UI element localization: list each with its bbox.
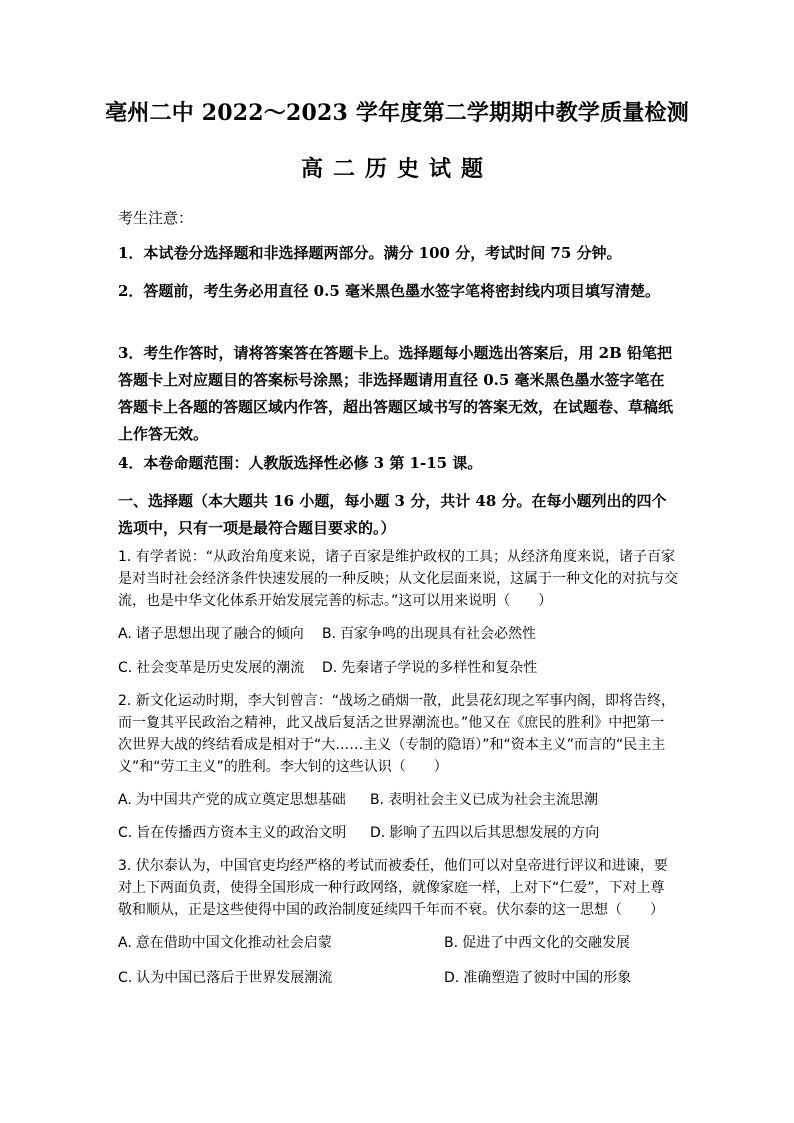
section-heading: 一、选择题（本大题共 16 小题，每小题 3 分，共计 48 分。在每小题列出的四个选项中，只有一项是最符合题目要求的。） [118, 492, 667, 537]
answer-option [118, 658, 304, 678]
option-text: 影响了五四以后其思想发展的方向 [389, 825, 600, 841]
option-text: 社会变革是历史发展的潮流 [136, 660, 305, 676]
option-text: 百家争鸣的出现具有社会必然性 [340, 626, 537, 642]
option-text: 表明社会主义已成为社会主流思潮 [388, 792, 599, 808]
answer-option [370, 823, 599, 843]
option-label: C. [118, 660, 133, 676]
option-text: 旨在传播西方资本主义的政治文明 [136, 825, 347, 841]
option-text: 诸子思想出现了融合的倾向 [135, 626, 304, 642]
option-label: B. [322, 626, 337, 642]
option-label: A. [118, 626, 132, 642]
option-label: A. [118, 792, 132, 808]
answer-option [118, 823, 346, 843]
answer-option [444, 968, 631, 988]
exam-title: 亳州二中 2022～2023 学年度第二学期期中教学质量检测 [105, 100, 689, 126]
answer-option [322, 658, 537, 678]
answer-option [370, 790, 598, 810]
answer-option [118, 968, 332, 988]
option-label: C. [118, 825, 133, 841]
option-label: D. [322, 660, 338, 676]
answer-option [118, 624, 304, 644]
answer-option [118, 790, 346, 810]
notice-item: 3．考生作答时，请将答案答在答题卡上。选择题每小题选出答案后，用 2B 铅笔把答题卡上对应题目的答案标号涂黑；非选择题请用直径 0.5 毫米黑色墨水签字笔在答题卡上各题的答题区域内作答，超出答题区域书写的答案无效，在试题卷、草稿纸上作答无效。 [118, 344, 674, 443]
option-text: 为中国共产党的成立奠定思想基础 [135, 792, 346, 808]
answer-option [444, 933, 630, 953]
exam-subtitle: 高二历史试题 [300, 156, 493, 182]
option-label: B. [444, 935, 459, 951]
answer-option [322, 624, 536, 644]
option-text: 先秦诸子学说的多样性和复杂性 [341, 660, 538, 676]
option-text: 意在借助中国文化推动社会启蒙 [135, 935, 332, 951]
option-text: 准确塑造了彼时中国的形象 [463, 970, 632, 986]
notice-heading: 考生注意： [118, 209, 194, 227]
answer-option [118, 933, 332, 953]
option-label: A. [118, 935, 132, 951]
option-label: D. [370, 825, 386, 841]
option-text: 认为中国已落后于世界发展潮流 [136, 970, 333, 986]
question-stem: 1. 有学者说：“从政治角度来说，诸子百家是维护政权的工具；从经济角度来说，诸子百家是对当时社会经济条件快速发展的一种反映；从文化层面来说，这属于一种文化的对抗与交流，也是中华文化体系开始发展完善的标志。”这可以用来说明（ ） [118, 549, 678, 609]
option-label: B. [370, 792, 385, 808]
option-label: C. [118, 970, 133, 986]
question-stem: 2. 新文化运动时期，李大钊曾言：“战场之硝烟一散，此昙花幻现之军事内阁，即将告终，而一夐其平民政治之精神，此又战后复活之世界潮流也。”他又在《庶民的胜利》中把第一次世界大战的终结看成是相对于“大……主义（专制的隐语）”和“资本主义”而言的“民主主义”和“劳工主义”的胜利。李大钊的这些认识（ ） [118, 693, 676, 775]
option-text: 促进了中西文化的交融发展 [462, 935, 631, 951]
notice-item: 1．本试卷分选择题和非选择题两部分。满分 100 分，考试时间 75 分钟。 [118, 244, 622, 262]
option-label: D. [444, 970, 460, 986]
notice-item: 4．本卷命题范围：人教版选择性必修 3 第 1-15 课。 [118, 454, 483, 472]
question-stem: 3. 伏尔泰认为，中国官吏均经严格的考试而被委任，他们可以对皇帝进行评议和进谏，要对上下两面负责，使得全国形成一种行政网络，就像家庭一样，上对下“仁爱”，下对上尊敬和顺从，正是这些使得中国的政治制度延续四千年而不衰。伏尔泰的这一思想（ ） [118, 858, 668, 918]
notice-item: 2．答题前，考生务必用直径 0.5 毫米黑色墨水签字笔将密封线内项目填写清楚。 [118, 282, 660, 300]
